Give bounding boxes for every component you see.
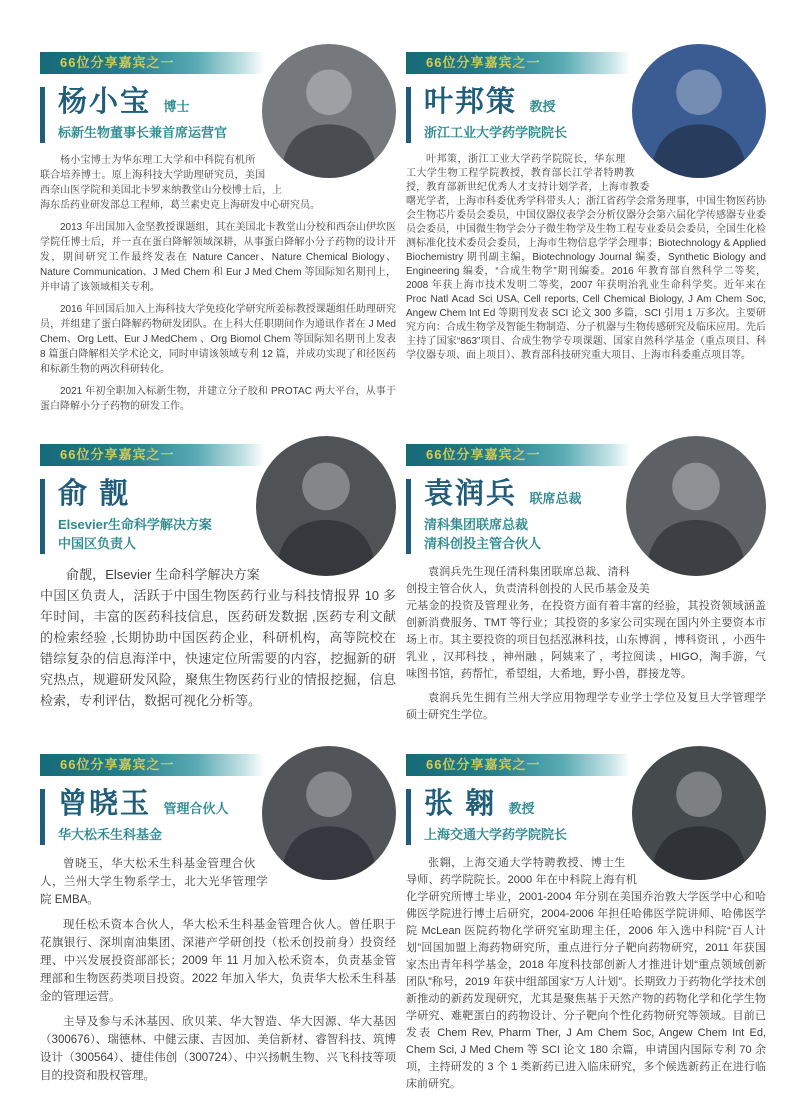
speaker-org: 标新生物董事长兼首席运营官 xyxy=(58,124,228,140)
speaker-name: 袁润兵 xyxy=(424,477,518,510)
card-banner xyxy=(40,52,264,74)
bio-paragraph: 2021 年初全职加入标新生物，并建立分子胶和 PROTAC 两大平台，从事于蛋白降解小分子药物的研发工作。 xyxy=(40,385,396,412)
banner-label: 66位分享嘉宾之一 xyxy=(60,757,175,773)
bio-paragraph: 张翱，上海交通大学特聘教授、博士生导师、药学院院长。2000 年在中科院上海有机化学研究所博士毕业，2001-2004 年分别在美国乔治敦大学医学中心和哈佛医学院进行博士后研究，2004-2006 年担任哈佛医学院讲师、哈佛医学院 McLean 医院药物化学研究室助理主任，2006 年入选中科院“百人计划”回国加盟上海药物研究所，重点进行分子靶向药物研究，2011 年获国家杰出青年科学基金，2018 年度科技部创新人才推进计划“重点领域创新团队”称号，2019 年获中组部国家“万人计划”。长期致力于药物化学技术创新推动的新药发现研究，尤其是聚焦基于天然产物的药物化学和化学生物学研究、难靶蛋白的药物设计、分子靶向个性化药物研究等领域。目前已发表 Chem Rev, Pharm Ther, J Am Chem Soc, Angew Chem Int Ed, Chem Sci, J Med Chem 等 SCI 论文 180 余篇，申请国内国际专利 70 余项，主持研发的 3 个 1 类新药已进入临床研究，多个候选新药正在进行临床前研究。 xyxy=(406,857,766,1091)
speaker-degree: 联席总裁 xyxy=(529,490,582,506)
speaker-org: 华大松禾生科基金 xyxy=(58,827,163,843)
bio-paragraph: 叶邦策，浙江工业大学药学院院长，华东理工大学生物工程学院教授，教育部长江学者特聘教授，教育部新世纪优秀人才支持计划学者，上海市教委曙光学者，上海市科委优秀学科带头人；浙江省药学会常务理事，中国生物医药协会生物芯片委员会委员，中国仪器仪表学会分析仪器分会第六届化学传感器专业委员会委员，中国微生物学会分子微生物学及生物工程专业委员会委员，全国生化检测标准化技术委员会委员，上海市生物信息学学会理事；Biotechnology & Applied Biochemistry 期刊副主编，Biotechnology Journal 编委，Synthetic Biology and Engineering 编委，“合成生物学”期刊编委。2016 年教育部自然科学二等奖，2008 年获上海市技术发明二等奖，2007 年获明治乳业生命科学奖。近年来在 Proc Natl Acad Sci USA, Cell reports, Cell Chemical Biology, J Am Chem Soc, Angew Chem Int Ed 等期刊发表 SCI 论文 300 多篇，SCI 引用 1 万多次。主要研究方向：合成生物学及智能生物制造、分子机器与生物传感研究及临床应用。先后主持了国家“863”项目、合成生物学专项课题、国家自然科学基金（重点项目、科学仪器专项、面上项目）、教育部科技研究重大项目、上海市科委重点项目等。 xyxy=(406,153,766,361)
card-banner xyxy=(40,754,264,776)
bio-paragraph: 袁润兵先生现任清科集团联席总裁、清科创投主管合伙人，负责清科创投的人民币基金及美元基金的投资及管理业务，在投资方面有着丰富的经验，其投资领域涵盖创新消费服务、TMT 等行业；其投资的多家公司实现在国内外主要资本市场上市。其主要投资的项目包括泓淋科技，山东博润 ，博科资讯 ，小西牛乳业 ，汉邦科技 ，神州融 ，阿姨来了 ，考拉阅读 ，HIGO，淘手游，气味图书馆，药帮忙，希望组，大希地，野小兽，群接龙等。 xyxy=(406,566,766,681)
bio-paragraph: 现任松禾资本合伙人，华大松禾生科基金管理合伙人。曾任职于花旗银行、深圳南油集团、深港产学研创投（松禾创投前身）投资经理、中兴发展投资部部长；2009 年 11 月加入松禾资本，负责基金管理部和生物医药类项目投资。2022 年加入华大，负责华大松禾生科基金的管理运营。 xyxy=(40,919,396,1004)
card-banner xyxy=(40,444,264,466)
bio-paragraph: 曾晓玉，华大松禾生科基金管理合伙人，兰州大学生物系学士，北大光华管理学院 EMBA。 xyxy=(40,858,268,907)
speaker-photo xyxy=(626,436,766,576)
speaker-role: 中国区负责人 xyxy=(58,536,137,552)
speaker-card-yangxiaobao xyxy=(40,52,396,414)
speaker-org: Elsevier生命科学解决方案 xyxy=(58,516,212,532)
speaker-photo xyxy=(632,44,766,178)
banner-label: 66位分享嘉宾之一 xyxy=(60,55,175,70)
speaker-org: 清科集团联席总裁 xyxy=(424,516,529,532)
speaker-degree: 教授 xyxy=(529,99,556,114)
person-silhouette-icon xyxy=(632,44,766,178)
person-silhouette-icon xyxy=(262,746,396,880)
speaker-bio xyxy=(406,855,766,1093)
speaker-bio xyxy=(40,855,396,1085)
speaker-bio xyxy=(40,564,396,711)
speaker-photo xyxy=(632,746,766,880)
card-banner xyxy=(406,754,630,776)
banner-label: 66位分享嘉宾之一 xyxy=(426,446,541,462)
banner-label: 66位分享嘉宾之一 xyxy=(426,757,541,773)
speaker-name: 张 翱 xyxy=(424,788,497,821)
speaker-card-zengxiaoyu xyxy=(40,754,396,1085)
person-silhouette-icon xyxy=(626,436,766,576)
speaker-bio xyxy=(406,153,766,363)
person-silhouette-icon xyxy=(256,436,396,576)
person-silhouette-icon xyxy=(262,44,396,178)
speaker-photo xyxy=(256,436,396,576)
speaker-bio xyxy=(40,153,396,414)
speaker-org: 上海交通大学药学院院长 xyxy=(424,827,568,843)
speaker-name: 俞 靓 xyxy=(58,477,131,510)
speaker-photo xyxy=(262,44,396,178)
bio-paragraph: 2013 年出国加入金坚教授课题组，其在美国北卡教堂山分校和西奈山伊坎医学院任博士后，并一直在蛋白降解领域深耕，从事蛋白降解小分子药物的设计开发，期间研究工作最终发表在 Nature Cancer、Nature Chemical Biology、Nature Communication、J Med Chem 和 Eur J Med Chem 等国际知名期刊上，并申请了该领域相关专利。 xyxy=(40,221,396,293)
speaker-role: 清科创投主管合伙人 xyxy=(424,536,542,552)
speaker-name: 曾晓玉 xyxy=(58,788,152,821)
speaker-degree: 管理合伙人 xyxy=(163,801,229,817)
banner-label: 66位分享嘉宾之一 xyxy=(60,446,175,462)
speaker-card-yuanrunbing xyxy=(406,444,766,725)
speaker-org: 浙江工业大学药学院院长 xyxy=(424,124,568,140)
card-banner xyxy=(406,52,630,74)
speaker-card-zhangao xyxy=(406,754,766,1093)
bio-paragraph: 俞靓，Elsevier 生命科学解决方案中国区负责人，活跃于中国生物医药行业与科技情报界 10 多年时间，丰富的医药科技信息，医药研发数据 ,医药专利文献的检索经验 ,长期协助中国医药企业，科研机构，高等院校在错综复杂的信息海洋中，快速定位所需要的内容，挖掘新的研究热点，规避研发风险，聚焦生物医药行业的情报挖掘，信息检索，专利评估，数据可视化分析等。 xyxy=(40,567,396,709)
banner-label: 66位分享嘉宾之一 xyxy=(426,55,541,70)
speaker-name: 杨小宝 xyxy=(58,86,152,118)
speaker-degree: 博士 xyxy=(163,99,190,114)
bio-paragraph: 2016 年回国后加入上海科技大学免疫化学研究所姜标教授课题组任助理研究员，并组建了蛋白降解药物研发团队。在上科大任职期间作为通讯作者在 J Med Chem、Org Lett、Eur J MedChem 、Org Biomol Chem 等国际知名期刊上发表 8 篇蛋白降解相关学术论文，同时申请该领域专利 12 篇，并成功实现了和径医药和标新生物的两次科研转化。 xyxy=(40,303,396,375)
speaker-bio xyxy=(406,564,766,724)
person-silhouette-icon xyxy=(632,746,766,880)
bio-paragraph: 主导及参与禾沐基因、欣贝莱、华大智造、华大因源、华大基因（300676）、瑞德林、中健云康、吉因加、美信新材、睿智科技、筑博设计（300564）、捷佳伟创（300724）、中兴扬帆生物、兴飞科技等项目的投资和股权管理。 xyxy=(40,1016,396,1083)
speaker-card-yebangce xyxy=(406,52,766,363)
bio-paragraph: 杨小宝博士为华东理工大学和中科院有机所联合培养博士。原上海科技大学助理研究员，美国西奈山医学院和美国北卡罗来纳教堂山分校博士后，上海东岳药业研发部总工程师，葛兰素史克上海研发中心研究员。 xyxy=(40,154,320,211)
bio-paragraph: 袁润兵先生拥有兰州大学应用物理学专业学士学位及复旦大学管理学硕士研究生学位。 xyxy=(406,692,766,722)
speaker-name: 叶邦策 xyxy=(424,86,518,118)
speaker-card-yuliang xyxy=(40,444,396,712)
card-banner xyxy=(406,444,630,466)
speaker-degree: 教授 xyxy=(508,801,535,817)
speaker-photo xyxy=(262,746,396,880)
